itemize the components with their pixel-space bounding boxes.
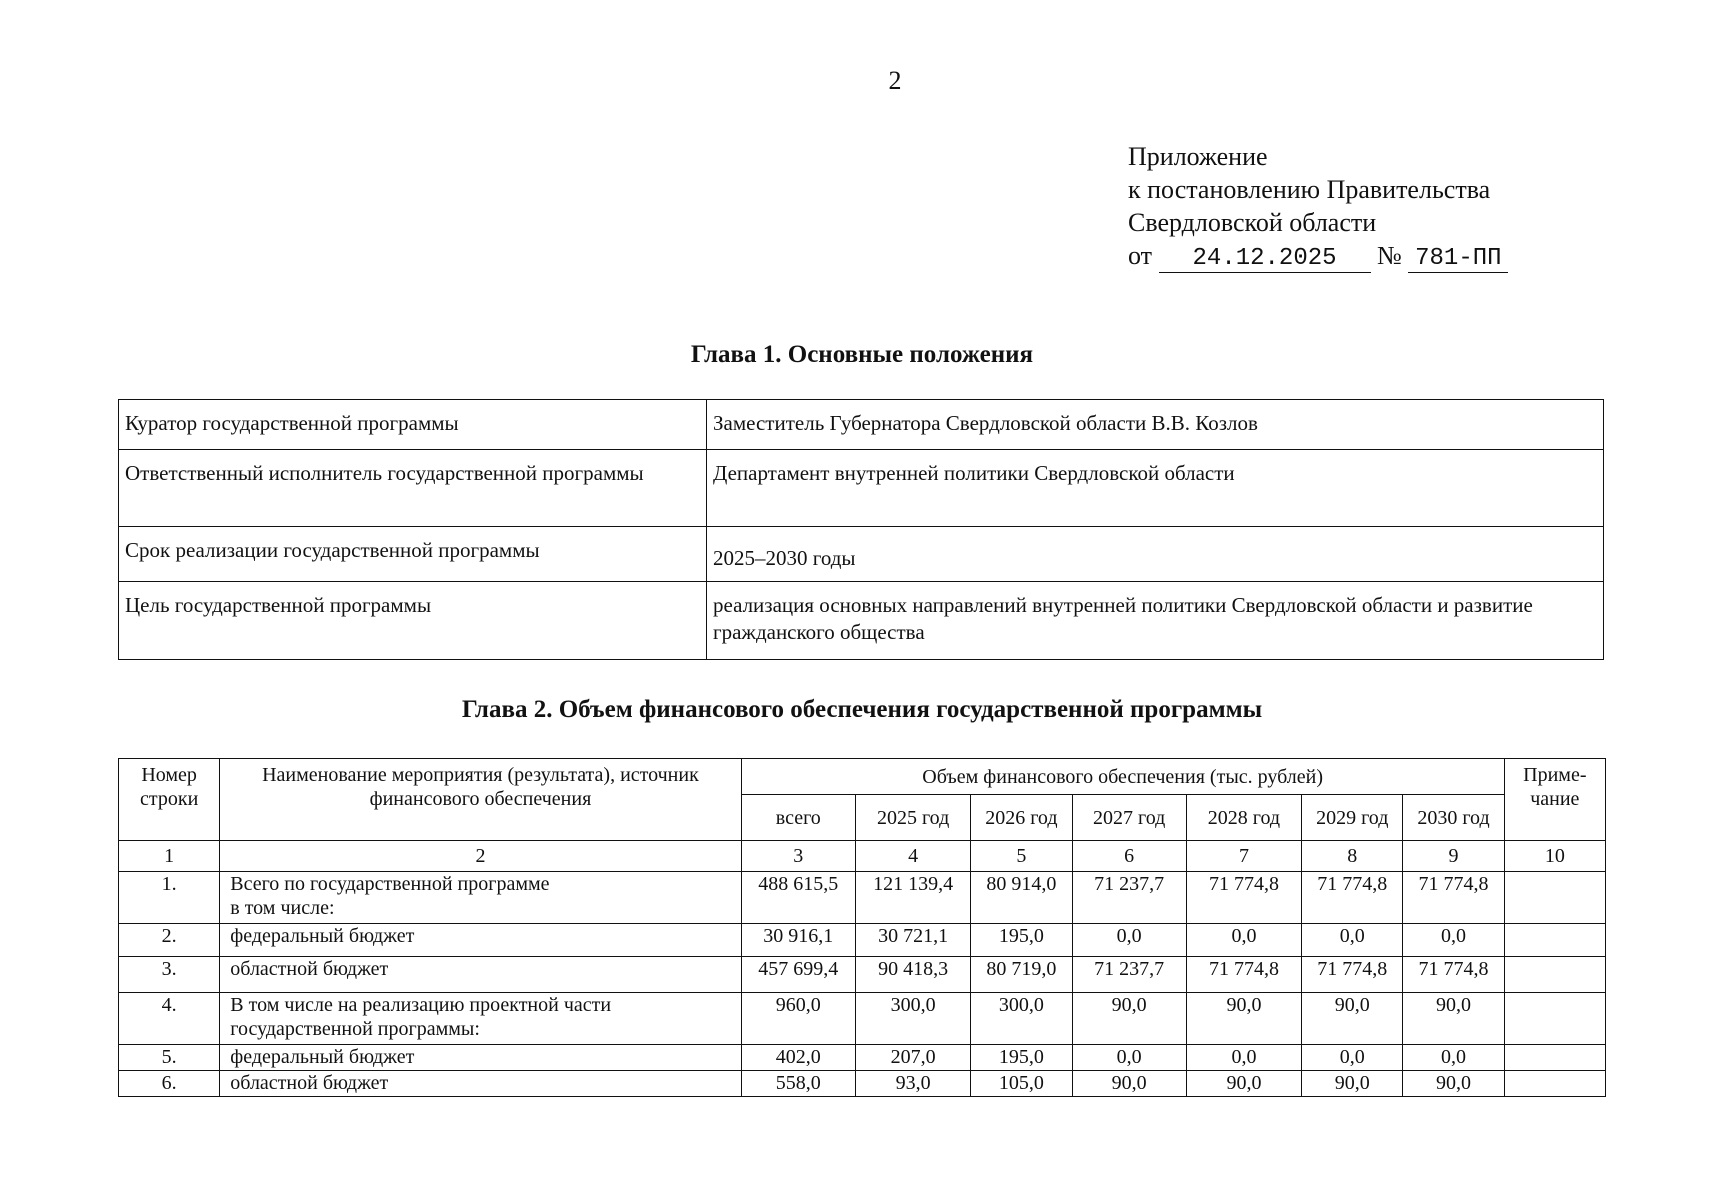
header-row <box>119 759 1606 795</box>
value-2027: 71 237,7 <box>1072 872 1186 924</box>
column-numbers-row <box>119 841 1606 872</box>
value-total: 558,0 <box>741 1071 855 1097</box>
provision-key: Куратор государственной программы <box>119 400 707 450</box>
provisions-row <box>119 450 1604 527</box>
value-2026: 300,0 <box>971 993 1072 1045</box>
header-volume: Объем финансового обеспечения (тыс. рублей) <box>741 759 1504 795</box>
table-row <box>119 1045 1606 1071</box>
value-2026: 105,0 <box>971 1071 1072 1097</box>
value-total: 960,0 <box>741 993 855 1045</box>
column-number: 6 <box>1072 841 1186 872</box>
financing-table <box>118 758 1606 1097</box>
value-2030: 90,0 <box>1403 993 1504 1045</box>
appendix-line-decree: к постановлению Правительства <box>1128 175 1491 204</box>
row-name: Всего по государственной программе в том числе: <box>220 872 741 924</box>
value-2027: 90,0 <box>1072 1071 1186 1097</box>
appendix-title: Приложение <box>1128 142 1268 171</box>
chapter2-title: Глава 2. Объем финансового обеспечения государственной программы <box>461 696 1263 723</box>
value-2028: 0,0 <box>1186 1045 1301 1071</box>
provision-value: реализация основных направлений внутренней политики Свердловской области и развитие гражданского общества <box>707 582 1604 660</box>
column-number: 1 <box>119 841 220 872</box>
row-note <box>1504 924 1605 957</box>
provision-key: Срок реализации государственной программы <box>119 527 707 582</box>
row-name: областной бюджет <box>220 1071 741 1097</box>
column-number: 9 <box>1403 841 1504 872</box>
header-2030: 2030 год <box>1403 795 1504 841</box>
value-2027: 71 237,7 <box>1072 957 1186 993</box>
header-2026: 2026 год <box>971 795 1072 841</box>
column-number: 10 <box>1504 841 1605 872</box>
value-2029: 0,0 <box>1302 1045 1403 1071</box>
appendix-date-line <box>1128 239 1508 273</box>
value-2027: 0,0 <box>1072 1045 1186 1071</box>
value-2025: 30 721,1 <box>855 924 970 957</box>
main-provisions-table <box>118 399 1604 660</box>
value-2027: 0,0 <box>1072 924 1186 957</box>
row-name: областной бюджет <box>220 957 741 993</box>
row-number: 3. <box>119 957 220 993</box>
header-2029: 2029 год <box>1302 795 1403 841</box>
row-note <box>1504 872 1605 924</box>
value-2030: 71 774,8 <box>1403 872 1504 924</box>
financing-rows <box>119 872 1606 1097</box>
page-number: 2 <box>888 66 902 95</box>
value-2029: 90,0 <box>1302 1071 1403 1097</box>
table-row <box>119 872 1606 924</box>
number-sign: № <box>1377 241 1402 270</box>
header-row-number: Номер строки <box>119 759 220 841</box>
value-2028: 0,0 <box>1186 924 1301 957</box>
header-note: Приме-чание <box>1504 759 1605 841</box>
row-number: 4. <box>119 993 220 1045</box>
row-name: федеральный бюджет <box>220 924 741 957</box>
header-total: всего <box>741 795 855 841</box>
decree-date: 24.12.2025 <box>1159 246 1371 273</box>
row-note <box>1504 993 1605 1045</box>
value-2026: 195,0 <box>971 1045 1072 1071</box>
appendix-line-region: Свердловской области <box>1128 208 1377 237</box>
value-total: 488 615,5 <box>741 872 855 924</box>
appendix-block <box>1128 140 1508 273</box>
row-name: В том числе на реализацию проектной части государственной программы: <box>220 993 741 1045</box>
column-number: 2 <box>220 841 741 872</box>
table-row <box>119 1071 1606 1097</box>
header-2028: 2028 год <box>1186 795 1301 841</box>
value-2029: 71 774,8 <box>1302 957 1403 993</box>
row-number: 2. <box>119 924 220 957</box>
value-total: 457 699,4 <box>741 957 855 993</box>
value-2027: 90,0 <box>1072 993 1186 1045</box>
column-number: 8 <box>1302 841 1403 872</box>
provision-key: Цель государственной программы <box>119 582 707 660</box>
provisions-row <box>119 527 1604 582</box>
value-2028: 71 774,8 <box>1186 957 1301 993</box>
value-2028: 90,0 <box>1186 1071 1301 1097</box>
header-2025: 2025 год <box>855 795 970 841</box>
provisions-row <box>119 400 1604 450</box>
value-2025: 90 418,3 <box>855 957 970 993</box>
date-prefix: от <box>1128 241 1153 270</box>
column-number: 7 <box>1186 841 1301 872</box>
value-total: 402,0 <box>741 1045 855 1071</box>
row-note <box>1504 1071 1605 1097</box>
value-2028: 90,0 <box>1186 993 1301 1045</box>
header-2027: 2027 год <box>1072 795 1186 841</box>
value-2030: 90,0 <box>1403 1071 1504 1097</box>
value-2026: 80 719,0 <box>971 957 1072 993</box>
value-2030: 71 774,8 <box>1403 957 1504 993</box>
row-number: 6. <box>119 1071 220 1097</box>
provision-value: 2025–2030 годы <box>707 527 1604 582</box>
value-2029: 71 774,8 <box>1302 872 1403 924</box>
value-2029: 0,0 <box>1302 924 1403 957</box>
value-total: 30 916,1 <box>741 924 855 957</box>
header-name: Наименование мероприятия (результата), источник финансового обеспечения <box>220 759 741 841</box>
provision-value: Заместитель Губернатора Свердловской области В.В. Козлов <box>707 400 1604 450</box>
value-2030: 0,0 <box>1403 1045 1504 1071</box>
table-row <box>119 957 1606 993</box>
row-number: 1. <box>119 872 220 924</box>
provision-value: Департамент внутренней политики Свердловской области <box>707 450 1604 527</box>
column-number: 4 <box>855 841 970 872</box>
value-2030: 0,0 <box>1403 924 1504 957</box>
column-number: 3 <box>741 841 855 872</box>
column-number: 5 <box>971 841 1072 872</box>
provisions-row <box>119 582 1604 660</box>
value-2029: 90,0 <box>1302 993 1403 1045</box>
decree-number: 781-ПП <box>1408 246 1508 273</box>
value-2025: 207,0 <box>855 1045 970 1071</box>
chapter1-title: Глава 1. Основные положения <box>690 341 1034 368</box>
value-2025: 121 139,4 <box>855 872 970 924</box>
table-row <box>119 993 1606 1045</box>
row-number: 5. <box>119 1045 220 1071</box>
value-2026: 195,0 <box>971 924 1072 957</box>
value-2028: 71 774,8 <box>1186 872 1301 924</box>
value-2026: 80 914,0 <box>971 872 1072 924</box>
row-note <box>1504 957 1605 993</box>
row-name: федеральный бюджет <box>220 1045 741 1071</box>
value-2025: 93,0 <box>855 1071 970 1097</box>
value-2025: 300,0 <box>855 993 970 1045</box>
provision-key: Ответственный исполнитель государственной программы <box>119 450 707 527</box>
row-note <box>1504 1045 1605 1071</box>
table-row <box>119 924 1606 957</box>
